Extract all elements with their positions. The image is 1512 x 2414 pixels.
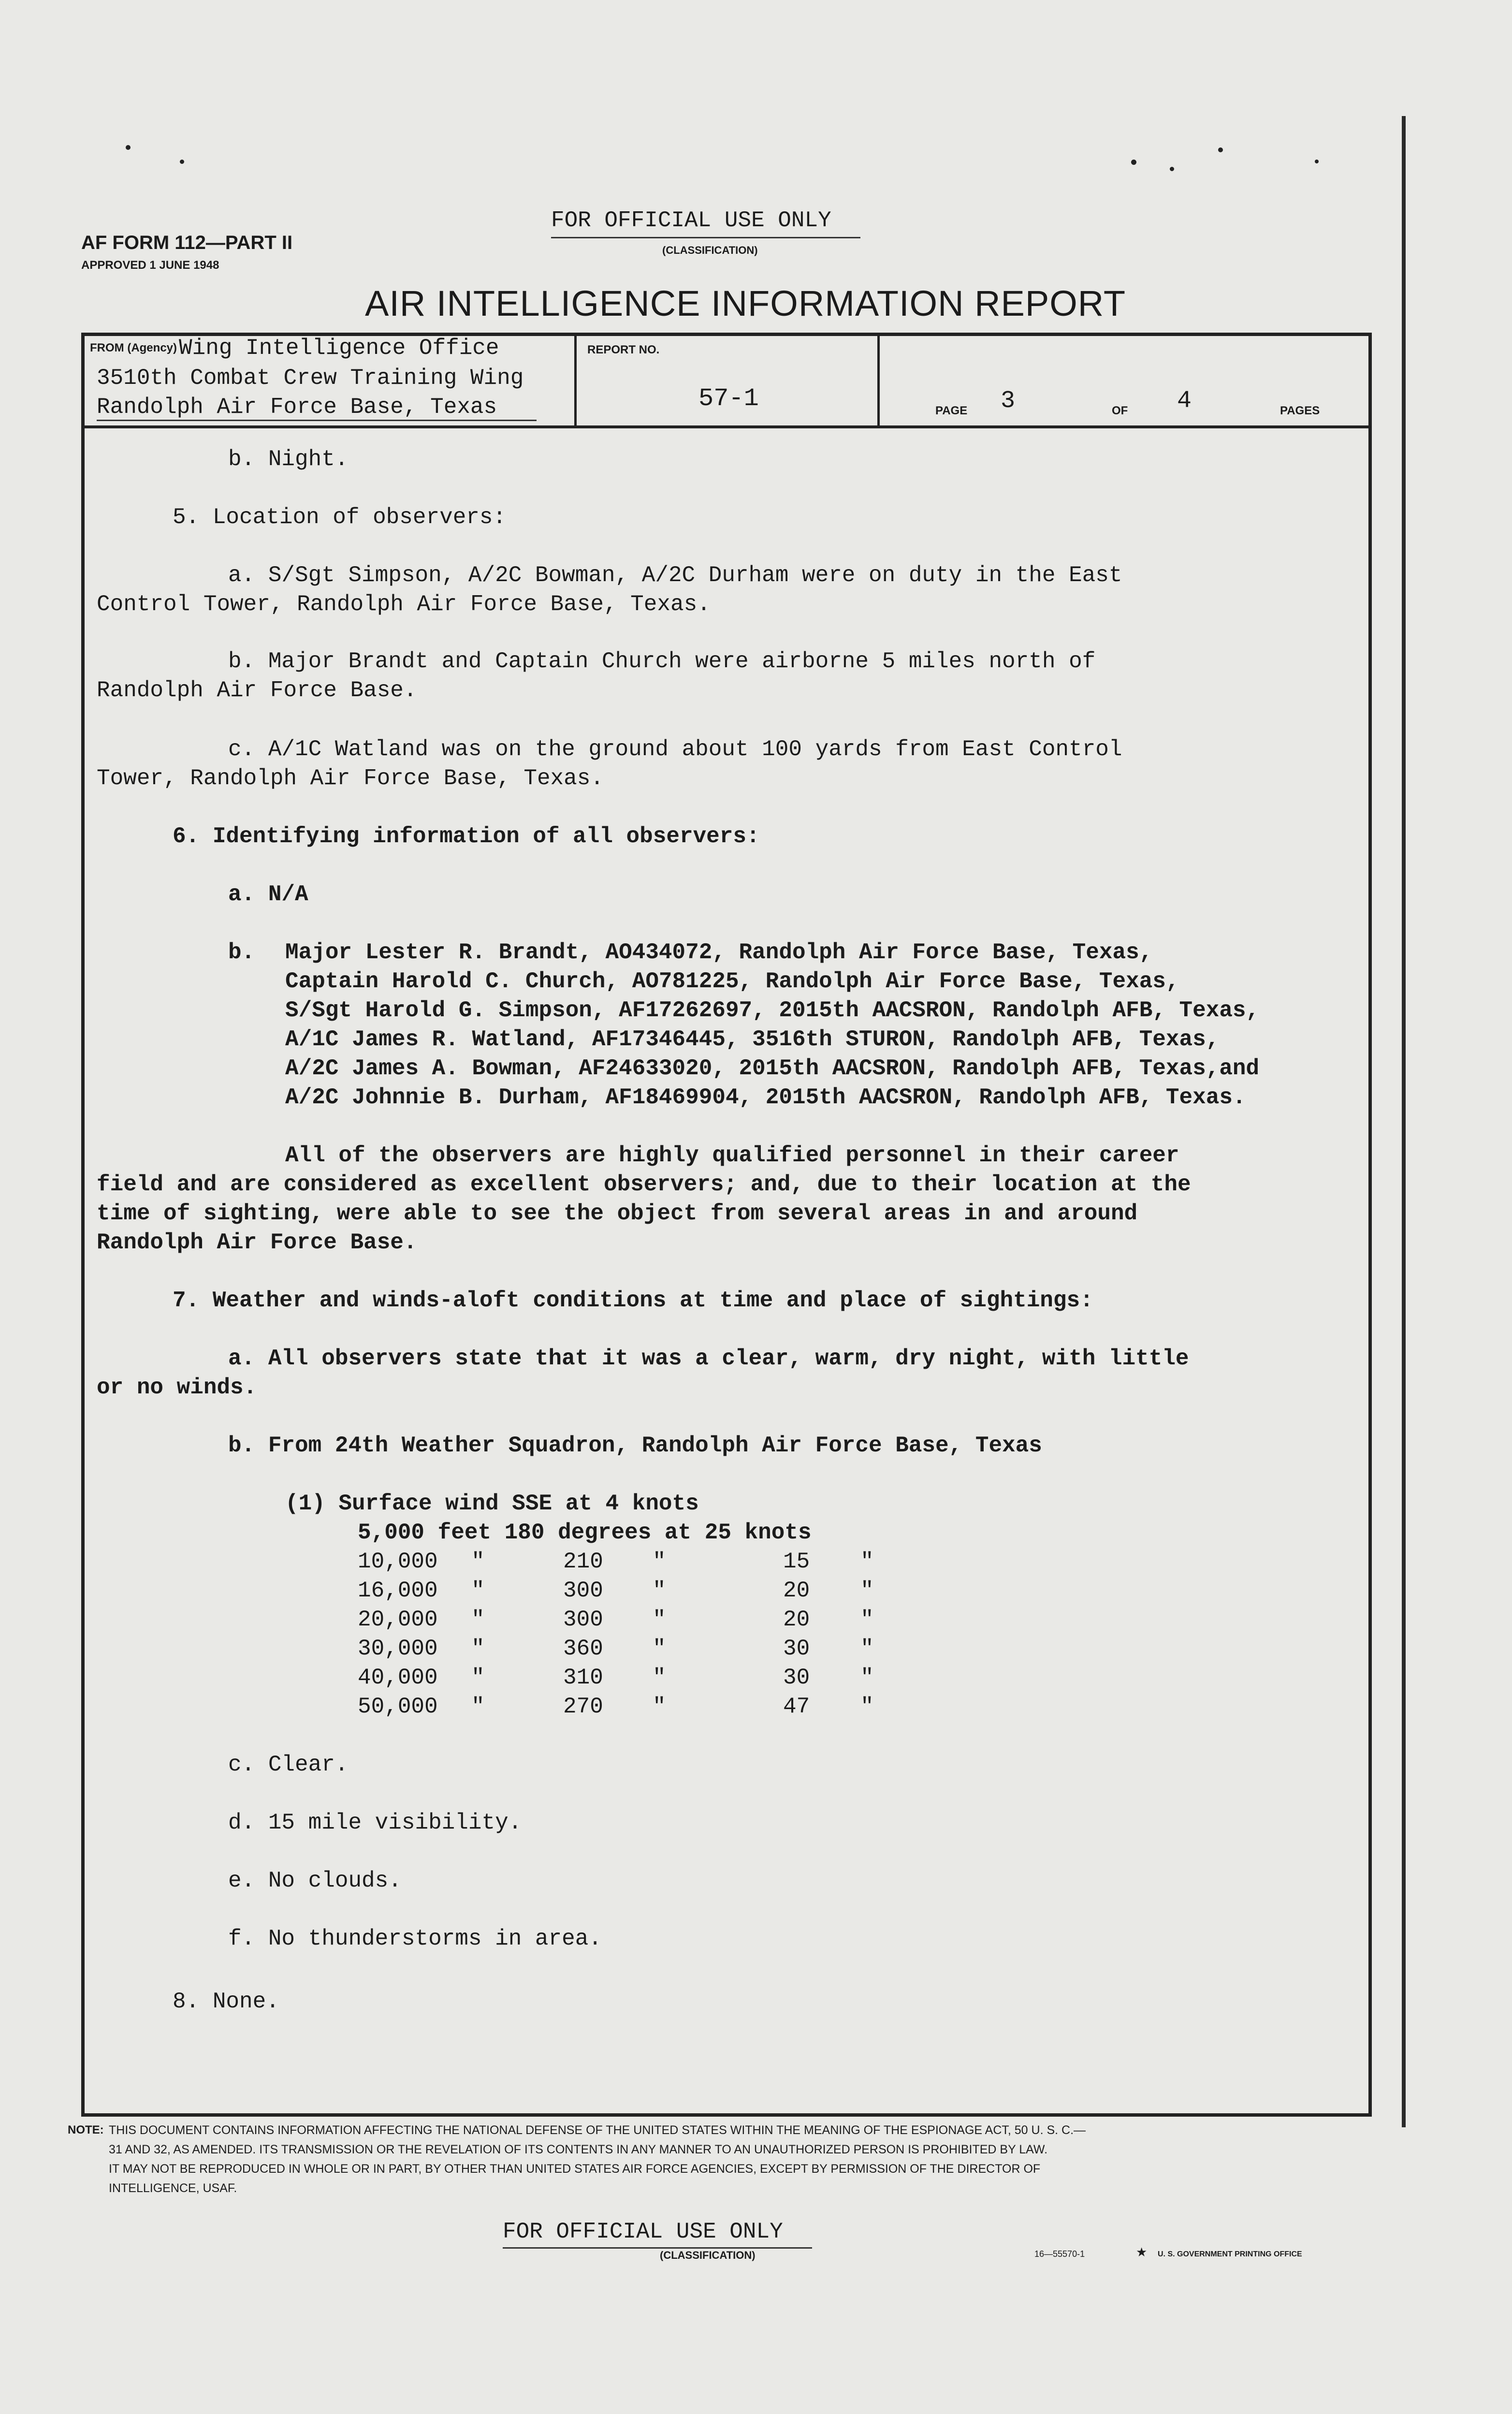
winds-kts-2: 20 — [783, 1578, 810, 1603]
item-7a-line-2: or no winds. — [97, 1375, 257, 1400]
winds-ditto-a-3: " — [471, 1607, 485, 1632]
item-6-paragraph-line-2: field and are considered as excellent observers; and, due to their location at the — [97, 1172, 1191, 1197]
item-5: 5. Location of observers: — [173, 505, 507, 530]
winds-ditto-c-6: " — [860, 1694, 874, 1719]
scan-speck — [180, 160, 184, 164]
divider-report — [877, 333, 880, 428]
pages-label: PAGES — [1280, 404, 1320, 417]
note-label: NOTE: — [68, 2123, 104, 2136]
winds-ditto-b-1: " — [653, 1549, 666, 1574]
winds-deg-5: 310 — [563, 1665, 603, 1690]
page-right-border — [1402, 116, 1406, 2127]
winds-ditto-b-5: " — [653, 1665, 666, 1690]
winds-ditto-a-1: " — [471, 1549, 485, 1574]
winds-ditto-c-3: " — [860, 1607, 874, 1632]
classification-label-top: (CLASSIFICATION) — [662, 244, 758, 256]
item-6b-line-6: A/2C Johnnie B. Durham, AF18469904, 2015th AACSRON, Randolph AFB, Texas. — [285, 1085, 1246, 1110]
item-5b-line-2: Randolph Air Force Base. — [97, 678, 417, 703]
winds-deg-4: 360 — [563, 1636, 603, 1661]
item-6a: a. N/A — [228, 882, 308, 907]
print-code: 16—55570-1 — [1034, 2249, 1085, 2259]
from-underline — [97, 420, 537, 421]
page-label: PAGE — [935, 404, 968, 417]
winds-ditto-a-4: " — [471, 1636, 485, 1661]
winds-ditto-c-1: " — [860, 1549, 874, 1574]
item-7b: b. From 24th Weather Squadron, Randolph Air Force Base, Texas — [228, 1433, 1042, 1458]
winds-alt-6: 50,000 — [358, 1694, 438, 1719]
item-6-paragraph-line-4: Randolph Air Force Base. — [97, 1230, 417, 1255]
from-line-2: 3510th Combat Crew Training Wing — [97, 366, 524, 391]
classification-top-underline — [551, 237, 860, 238]
item-6b-line-1: Major Lester R. Brandt, AO434072, Randolph Air Force Base, Texas, — [285, 940, 1153, 965]
star-icon: ★ — [1136, 2245, 1148, 2260]
winds-deg-1: 210 — [563, 1549, 603, 1574]
item-6b-line-3: S/Sgt Harold G. Simpson, AF17262697, 2015th AACSRON, Randolph AFB, Texas, — [285, 998, 1260, 1023]
scan-speck — [1131, 160, 1136, 165]
item-7d: d. 15 mile visibility. — [228, 1810, 522, 1835]
note-line-2: 31 AND 32, AS AMENDED. ITS TRANSMISSION OR THE REVELATION OF ITS CONTENTS IN ANY MANNER TO AN UNAUTHORIZED PERSON IS PROHIBITED BY LAW. — [109, 2143, 1048, 2156]
scan-speck — [1315, 160, 1319, 163]
scan-speck — [1218, 147, 1223, 152]
winds-ditto-c-4: " — [860, 1636, 874, 1661]
item-6-paragraph-line-3: time of sighting, were able to see the object from several areas in and around — [97, 1201, 1138, 1226]
winds-deg-2: 300 — [563, 1578, 603, 1603]
winds-kts-3: 20 — [783, 1607, 810, 1632]
item-5b-line-1: b. Major Brandt and Captain Church were airborne 5 miles north of — [228, 649, 1096, 674]
winds-ditto-a-2: " — [471, 1578, 485, 1603]
winds-ditto-b-3: " — [653, 1607, 666, 1632]
note-line-1: THIS DOCUMENT CONTAINS INFORMATION AFFECTING THE NATIONAL DEFENSE OF THE UNITED STATES WITHIN THE MEANING OF THE ESPIONAGE ACT, 50 U. S. C.— — [109, 2123, 1086, 2137]
winds-alt-4: 30,000 — [358, 1636, 438, 1661]
winds-kts-1: 15 — [783, 1549, 810, 1574]
winds-ditto-b-2: " — [653, 1578, 666, 1603]
item-6b-line-5: A/2C James A. Bowman, AF24633020, 2015th AACSRON, Randolph AFB, Texas,and — [285, 1056, 1260, 1081]
report-number: 57-1 — [698, 384, 759, 413]
report-no-label: REPORT NO. — [587, 343, 660, 356]
note-line-4: INTELLIGENCE, USAF. — [109, 2181, 237, 2195]
form-id: AF FORM 112—PART II — [81, 232, 293, 253]
from-line-1: Wing Intelligence Office — [179, 336, 499, 361]
item-7e: e. No clouds. — [228, 1868, 402, 1893]
approved-date: APPROVED 1 JUNE 1948 — [81, 259, 219, 272]
winds-alt-5: 40,000 — [358, 1665, 438, 1690]
from-label: FROM (Agency) — [90, 341, 177, 354]
divider-from — [574, 333, 577, 428]
item-6: 6. Identifying information of all observers: — [173, 824, 760, 849]
classification-label-bottom: (CLASSIFICATION) — [660, 2249, 756, 2261]
item-6-paragraph-line-1: All of the observers are highly qualified personnel in their career — [285, 1143, 1179, 1168]
winds-kts-5: 30 — [783, 1665, 810, 1690]
item-6b-prefix: b. — [228, 940, 255, 965]
classification-bottom: FOR OFFICIAL USE ONLY — [503, 2219, 783, 2244]
page-number: 3 — [1001, 387, 1016, 415]
of-label: OF — [1112, 404, 1128, 417]
item-5a-line-1: a. S/Sgt Simpson, A/2C Bowman, A/2C Durham were on duty in the East — [228, 563, 1122, 588]
winds-line-2: 5,000 feet 180 degrees at 25 knots — [358, 1520, 812, 1545]
winds-ditto-b-6: " — [653, 1694, 666, 1719]
winds-kts-6: 47 — [783, 1694, 810, 1719]
classification-bottom-underline — [503, 2247, 812, 2249]
winds-ditto-a-5: " — [471, 1665, 485, 1690]
scan-speck — [126, 145, 131, 150]
item-4b: b. Night. — [228, 447, 349, 472]
winds-line-1: (1) Surface wind SSE at 4 knots — [285, 1491, 699, 1516]
item-7a-line-1: a. All observers state that it was a clear, warm, dry night, with little — [228, 1346, 1189, 1371]
printer-imprint: U. S. GOVERNMENT PRINTING OFFICE — [1158, 2250, 1302, 2258]
winds-kts-4: 30 — [783, 1636, 810, 1661]
item-7c: c. Clear. — [228, 1752, 349, 1777]
item-7f: f. No thunderstorms in area. — [228, 1926, 602, 1951]
item-5a-line-2: Control Tower, Randolph Air Force Base, Texas. — [97, 592, 711, 617]
report-title: AIR INTELLIGENCE INFORMATION REPORT — [365, 283, 1126, 323]
item-5c-line-2: Tower, Randolph Air Force Base, Texas. — [97, 766, 604, 791]
winds-alt-1: 10,000 — [358, 1549, 438, 1574]
winds-deg-3: 300 — [563, 1607, 603, 1632]
scan-speck — [1170, 167, 1174, 171]
note-line-3: IT MAY NOT BE REPRODUCED IN WHOLE OR IN PART, BY OTHER THAN UNITED STATES AIR FORCE AGENCIES, EXCEPT BY PERMISSION OF THE DIRECTOR OF — [109, 2162, 1041, 2176]
winds-ditto-b-4: " — [653, 1636, 666, 1661]
winds-ditto-c-2: " — [860, 1578, 874, 1603]
from-line-3: Randolph Air Force Base, Texas — [97, 395, 497, 420]
winds-deg-6: 270 — [563, 1694, 603, 1719]
winds-alt-3: 20,000 — [358, 1607, 438, 1632]
winds-ditto-a-6: " — [471, 1694, 485, 1719]
item-8: 8. None. — [173, 1989, 279, 2014]
item-6b-line-4: A/1C James R. Watland, AF17346445, 3516th STURON, Randolph AFB, Texas, — [285, 1027, 1220, 1052]
item-5c-line-1: c. A/1C Watland was on the ground about 100 yards from East Control — [228, 737, 1122, 762]
item-7: 7. Weather and winds-aloft conditions at time and place of sightings: — [173, 1288, 1093, 1313]
item-6b-line-2: Captain Harold C. Church, AO781225, Randolph Air Force Base, Texas, — [285, 969, 1179, 994]
winds-ditto-c-5: " — [860, 1665, 874, 1690]
winds-alt-2: 16,000 — [358, 1578, 438, 1603]
total-pages: 4 — [1177, 387, 1192, 415]
classification-top: FOR OFFICIAL USE ONLY — [551, 208, 831, 233]
